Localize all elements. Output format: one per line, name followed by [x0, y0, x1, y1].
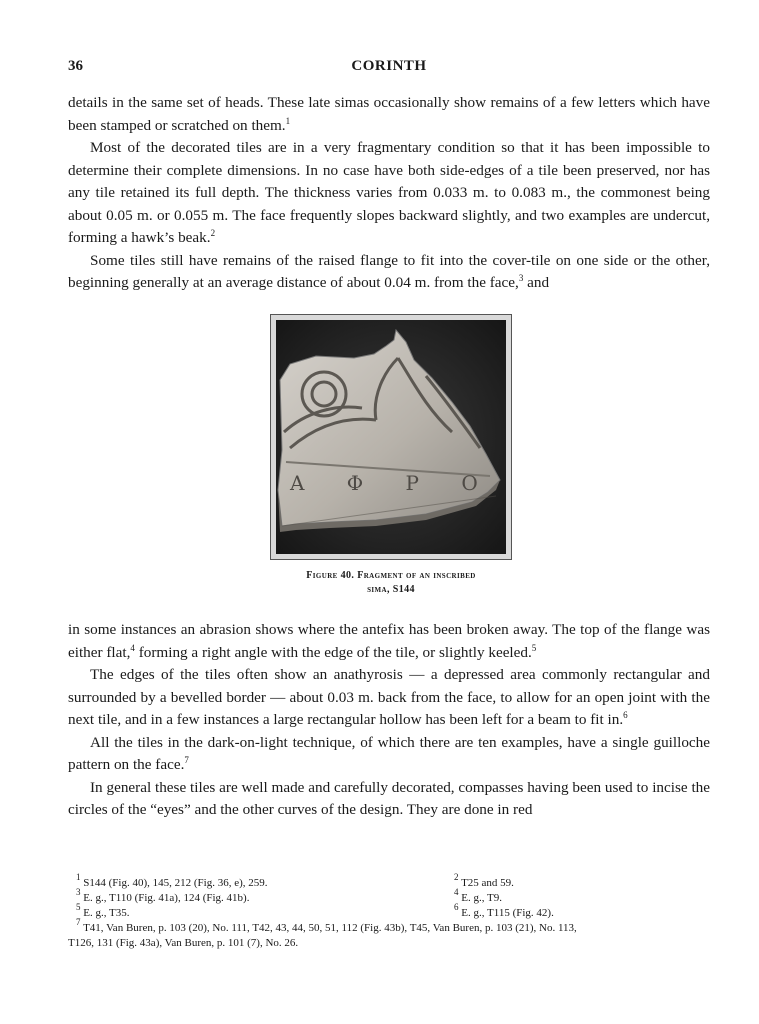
- footnote-ref-7[interactable]: 7: [184, 755, 189, 765]
- caption-line-1: Figure 40. Fragment of an inscribed: [306, 570, 476, 581]
- footnote-2: $^2$ T25 and 59.: [454, 872, 514, 889]
- footnote-ref-3[interactable]: 3: [518, 273, 524, 283]
- page: [68, 0, 710, 1024]
- sima-fragment-image: [276, 320, 506, 554]
- footnote-ref-5[interactable]: 5: [531, 642, 537, 653]
- footnote-4: $^4$ E. g., T9.: [454, 887, 502, 904]
- sima-inscription: Α Φ Ρ Ο: [290, 471, 496, 495]
- body-text-bottom: [68, 619, 710, 822]
- paragraph-1: details in the same set of heads. These late simas occasionally show remains of a few letters which have been stamped or scratched on them.$^1$: [68, 94, 710, 134]
- footnote-7: $^7$ T41, Van Buren, p. 103 (20), No. 111, T42, 43, 44, 50, 51, 112 (Fig. 43b), T45, Van Buren, p. 103 (21), No. 113,: [76, 917, 577, 934]
- footnote-7-continued: T126, 131 (Fig. 43a), Van Buren, p. 101 (7), No. 26.: [68, 937, 299, 949]
- paragraph-6: All the tiles in the dark-on-light technique, of which there are ten examples, have a single guilloche pattern on the face.$^7$: [68, 733, 710, 773]
- footnote-ref-2[interactable]: 2: [210, 228, 216, 238]
- figure-caption: [270, 569, 512, 597]
- footnote-ref-4[interactable]: 4: [130, 642, 135, 653]
- footnote-row: [76, 872, 714, 891]
- sima-fragment-photo: [270, 314, 512, 560]
- running-head: CORINTH: [351, 58, 427, 74]
- paragraph-3: Some tiles still have remains of the raised flange to fit into the cover-tile on one side or the other, beginning generally at an average distance of about 0.04 m. from the face,$^3$ and: [68, 251, 710, 291]
- page-header: [68, 58, 710, 80]
- footnote-3: $^3$ E. g., T110 (Fig. 41a), 124 (Fig. 41b).: [76, 887, 250, 904]
- footnote-1: $^1$ S144 (Fig. 40), 145, 212 (Fig. 36, e), 259.: [76, 872, 268, 889]
- caption-line-2: sima, S144: [367, 584, 415, 595]
- figure-40: [270, 314, 512, 597]
- page-number: 36: [68, 58, 83, 74]
- footnote-row: [76, 902, 714, 921]
- footnotes: [68, 872, 714, 951]
- footnote-ref-1[interactable]: 1: [285, 115, 291, 126]
- footnote-6: $^6$ E. g., T115 (Fig. 42).: [454, 902, 554, 919]
- footnote-ref-6[interactable]: 6: [623, 710, 628, 720]
- paragraph-2: Most of the decorated tiles are in a very fragmentary condition so that it has been impossible to determine their complete dimensions. In no case have both side-edges of a tile been preserved, nor has any tile retained its full depth. The thickness varies from 0.033 m. to 0.083 m., the commonest being about 0.05 m. or 0.055 m. The face frequently slopes backward slightly, and two examples are undercut, forming a hawk’s beak.$^2$: [68, 139, 710, 246]
- footnote-row: [76, 887, 714, 906]
- paragraph-4: in some instances an abrasion shows where the antefix has been broken away. The top of the flange was either flat,$^4$ forming a right angle with the edge of the tile, or slightly keeled.$^5$: [68, 621, 710, 661]
- paragraph-5: The edges of the tiles often show an anathyrosis — a depressed area commonly rectangular and surrounded by a bevelled border — about 0.03 m. back from the face, to allow for an open joint with the next tile, and in a few instances a large rectangular hollow has been left for a beam to fit in.$^6$: [68, 666, 710, 728]
- footnote-5: $^5$ E. g., T35.: [76, 902, 130, 919]
- paragraph-7: In general these tiles are well made and carefully decorated, compasses having been used to incise the circles of the “eyes” and the other curves of the design. They are done in red: [68, 778, 710, 818]
- body-text-top: [68, 92, 710, 295]
